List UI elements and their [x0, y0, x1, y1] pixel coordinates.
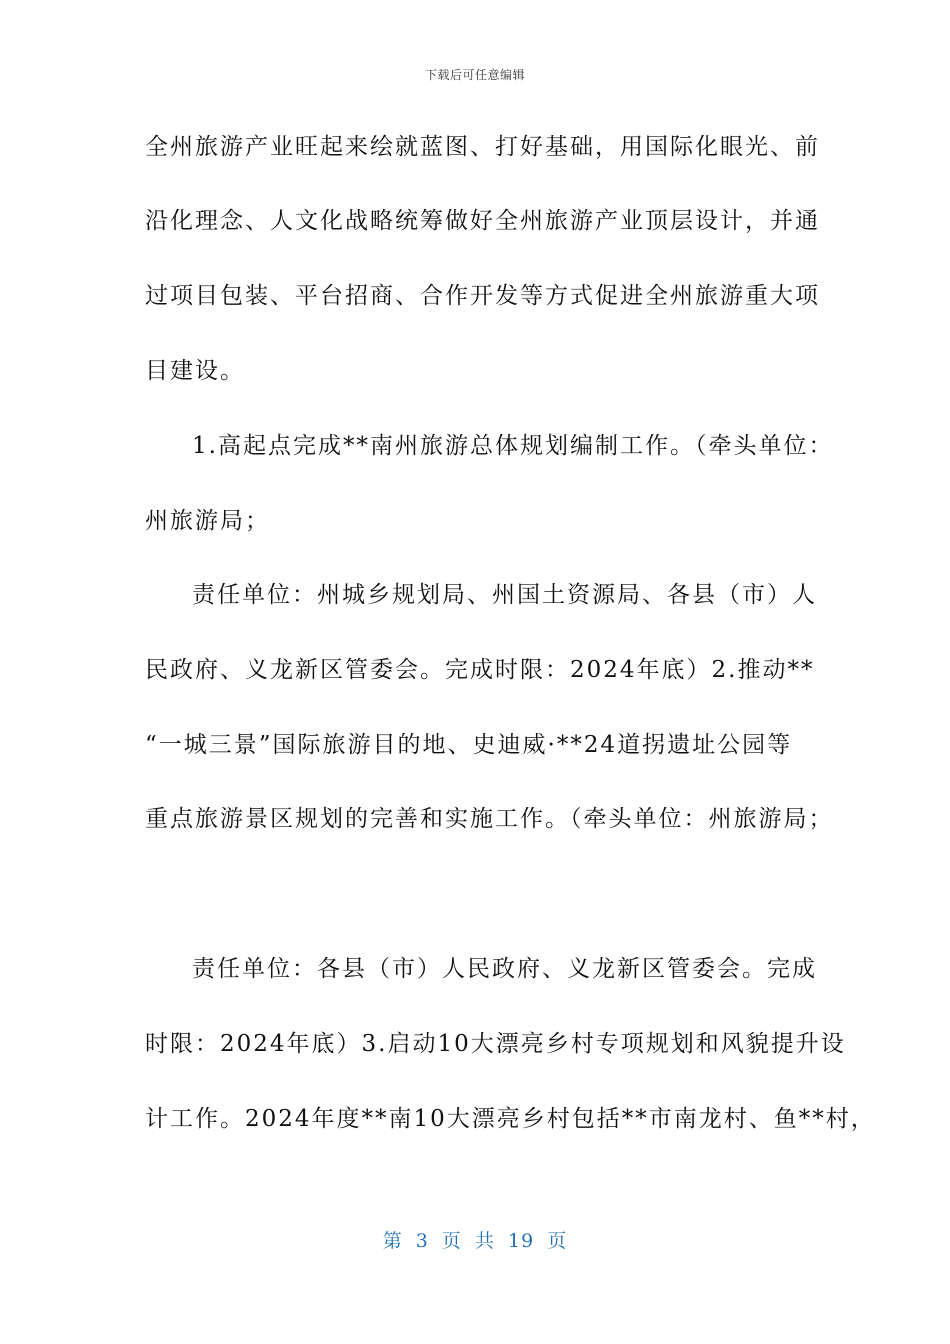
- body-line: 重点旅游景区规划的完善和实施工作。（牵头单位：州旅游局；: [145, 806, 834, 832]
- body-line: 全州旅游产业旺起来绘就蓝图、打好基础，用国际化眼光、前: [145, 134, 820, 160]
- body-line: 民政府、义龙新区管委会。完成时限：2024年底）2.推动**: [145, 657, 815, 683]
- body-line: 计工作。2024年度**南10大漂亮乡村包括**市南龙村、鱼**村，: [145, 1106, 876, 1132]
- body-line: 目建设。: [145, 358, 245, 384]
- body-line: 过项目包装、平台招商、合作开发等方式促进全州旅游重大项: [145, 283, 820, 309]
- body-line: 1.高起点完成**南州旅游总体规划编制工作。（牵头单位：: [192, 433, 834, 459]
- body-line: 时限：2024年底）3.启动10大漂亮乡村专项规划和风貌提升设: [145, 1031, 846, 1057]
- page-number-footer: 第 3 页 共 19 页: [382, 1230, 568, 1252]
- body-line: 州旅游局；: [145, 508, 270, 534]
- body-line: 责任单位：各县（市）人民政府、义龙新区管委会。完成: [192, 956, 817, 982]
- body-line: 沿化理念、人文化战略统筹做好全州旅游产业顶层设计，并通: [145, 208, 820, 234]
- body-line: “一城三景”国际旅游目的地、史迪威·**24道拐遗址公园等: [145, 732, 793, 758]
- page-header: 下载后可任意编辑: [424, 68, 525, 82]
- body-line: 责任单位：州城乡规划局、州国土资源局、各县（市）人: [192, 582, 817, 608]
